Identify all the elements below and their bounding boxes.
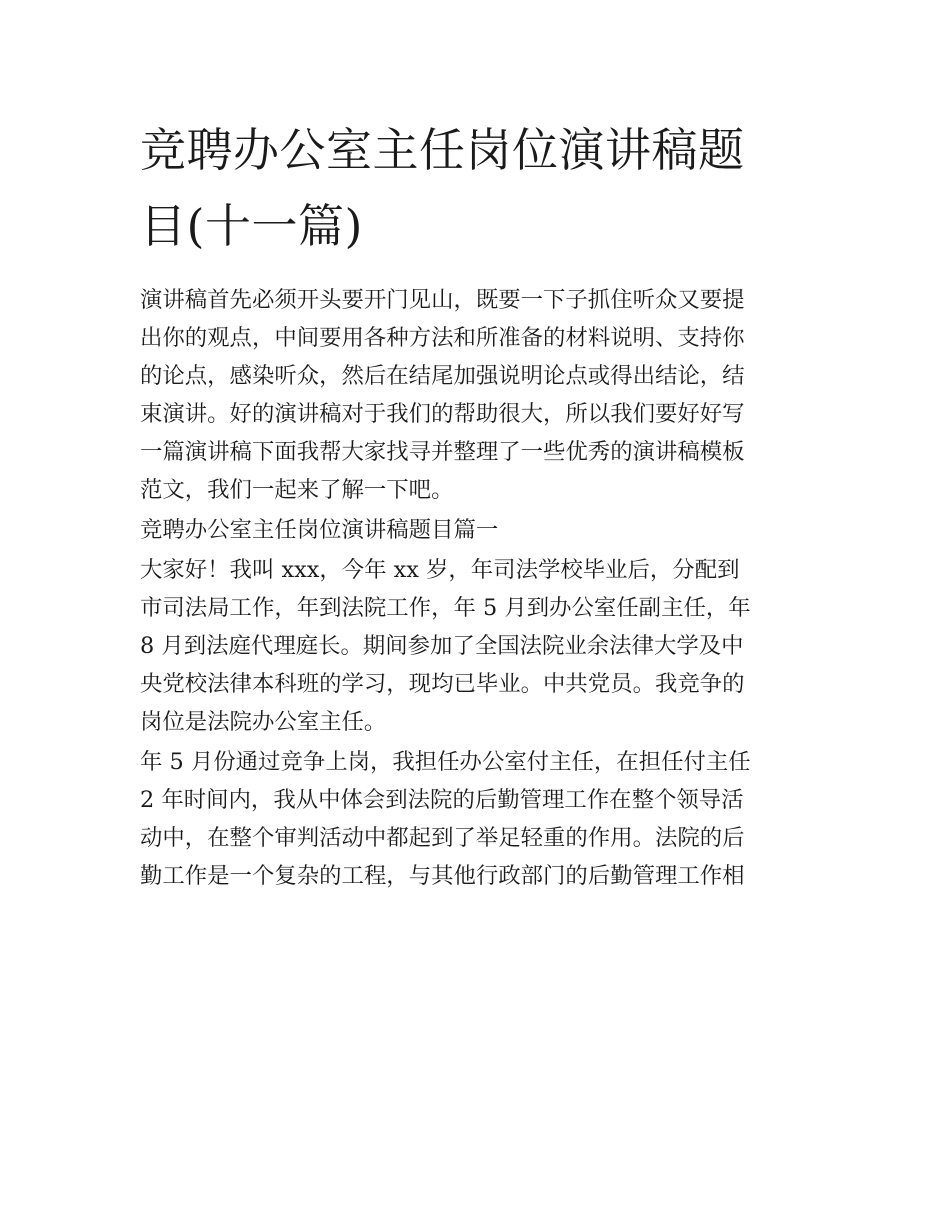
intro-line: 束演讲。好的演讲稿对于我们的帮助很大，所以我们要好好写 (140, 401, 745, 427)
body-line: 年 5 月份通过竞争上岗，我担任办公室付主任，在担任付主任 (140, 749, 751, 775)
body-line: 动中，在整个审判活动中都起到了举足轻重的作用。法院的后 (140, 825, 745, 851)
section-heading: 竞聘办公室主任岗位演讲稿题目篇一 (140, 517, 499, 543)
body-line: 2 年时间内，我从中体会到法院的后勤管理工作在整个领导活 (140, 787, 744, 813)
document-title (140, 112, 812, 264)
title-line-2: 目(十一篇) (140, 199, 363, 253)
intro-line: 的论点，感染听众，然后在结尾加强说明论点或得出结论，结 (140, 363, 745, 389)
intro-paragraph (140, 281, 812, 509)
body-paragraph-1 (140, 551, 812, 741)
intro-line: 一篇演讲稿下面我帮大家找寻并整理了一些优秀的演讲稿模板 (140, 439, 745, 465)
body-paragraph-2 (140, 743, 812, 895)
intro-line: 范文，我们一起来了解一下吧。 (140, 477, 454, 503)
body-line: 大家好！我叫 xxx，今年 xx 岁，年司法学校毕业后，分配到 (140, 557, 740, 583)
body-line: 市司法局工作，年到法院工作，年 5 月到办公室任副主任，年 (140, 595, 751, 621)
body-line: 央党校法律本科班的学习，现均已毕业。中共党员。我竞争的 (140, 671, 745, 697)
body-line: 勤工作是一个复杂的工程，与其他行政部门的后勤管理工作相 (140, 863, 745, 889)
intro-line: 演讲稿首先必须开头要开门见山，既要一下子抓住听众又要提 (140, 287, 745, 313)
intro-line: 出你的观点，中间要用各种方法和所准备的材料说明、支持你 (140, 325, 745, 351)
document-page (140, 112, 812, 897)
body-line: 8 月到法庭代理庭长。期间参加了全国法院业余法律大学及中 (140, 633, 744, 659)
body-line: 岗位是法院办公室主任。 (140, 709, 387, 735)
title-line-1: 竞聘办公室主任岗位演讲稿题 (140, 123, 745, 177)
